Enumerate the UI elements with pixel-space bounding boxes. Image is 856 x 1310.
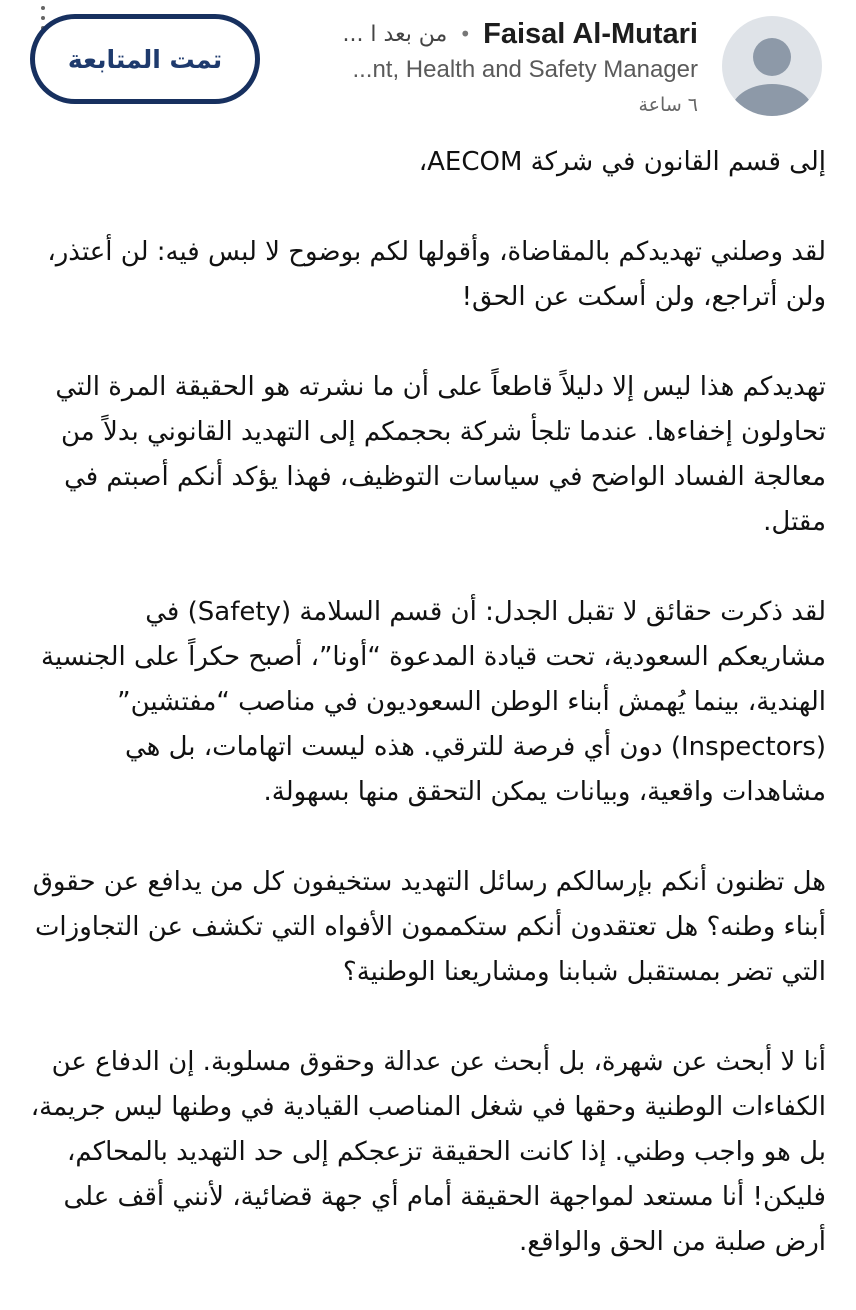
post-paragraph: إلى قسم القانون في شركة AECOM،	[418, 147, 826, 177]
avatar-head-shape	[753, 38, 791, 76]
post-header	[0, 0, 856, 130]
author-headline: ...nt, Health and Safety Manager	[352, 56, 698, 83]
avatar[interactable]	[722, 16, 822, 116]
following-button[interactable]	[30, 14, 260, 104]
post-paragraph: لقد وصلني تهديدكم بالمقاضاة، وأقولها لكم بوضوح لا لبس فيه: لن أعتذر، ولن أتراجع، ولن أسكت عن الحق!	[47, 237, 826, 312]
post-paragraph: لقد ذكرت حقائق لا تقبل الجدل: أن قسم السلامة (Safety) في مشاريعكم السعودية، تحت قيادة المدعوة “أونا”، أصبح حكراً على الجنسية الهندية، بينما يُهمش أبناء الوطن السعوديون في مناصب “مفتشين” (Inspectors) دون أي فرصة للترقي. هذه ليست اتهامات، بل هي مشاهدات واقعية، وبيانات يمكن التحقق منها بسهولة.	[41, 597, 826, 807]
post-time: ٦ ساعة	[638, 94, 698, 116]
author-name[interactable]: Faisal Al-Mutari	[483, 17, 698, 50]
author-line	[342, 14, 698, 54]
post-paragraph: تهديدكم هذا ليس إلا دليلاً قاطعاً على أن ما نشرته هو الحقيقة المرة التي تحاولون إخفاءها. عندما تلجأ شركة بحجمكم إلى التهديد القانوني بدلاً من معالجة الفساد الواضح في سياسات التوظيف، فهذا يؤكد أنكم أصبتم في مقتل.	[55, 372, 826, 537]
post-paragraph: أنا لا أبحث عن شهرة، بل أبحث عن عدالة وحقوق مسلوبة. إن الدفاع عن الكفاءات الوطنية وحقها في شغل المناصب القيادية في وطنها ليس جريمة، بل هو واجب وطني. إذا كانت الحقيقة تزعجكم إلى حد التهديد بالمحاكم، فليكن! أنا مستعد لمواجهة الحقيقة أمام أي جهة قضائية، لأنني أقف على أرض صلبة من الحق والواقع.	[30, 1047, 826, 1257]
connection-degree: من بعد ا ...	[342, 21, 448, 47]
following-button-label: تمت المتابعة	[67, 44, 223, 74]
post-paragraph: هل تظنون أنكم بإرسالكم رسائل التهديد ستخيفون كل من يدافع عن حقوق أبناء وطنه؟ هل تعتقدون أنكم ستكممون الأفواه التي تكشف عن التجاوزات التي تضر بمستقبل شبابنا ومشاريعنا الوطنية؟	[32, 867, 826, 987]
separator-dot-icon: •	[459, 22, 472, 46]
post-body	[28, 140, 826, 1310]
avatar-body-shape	[730, 84, 814, 116]
